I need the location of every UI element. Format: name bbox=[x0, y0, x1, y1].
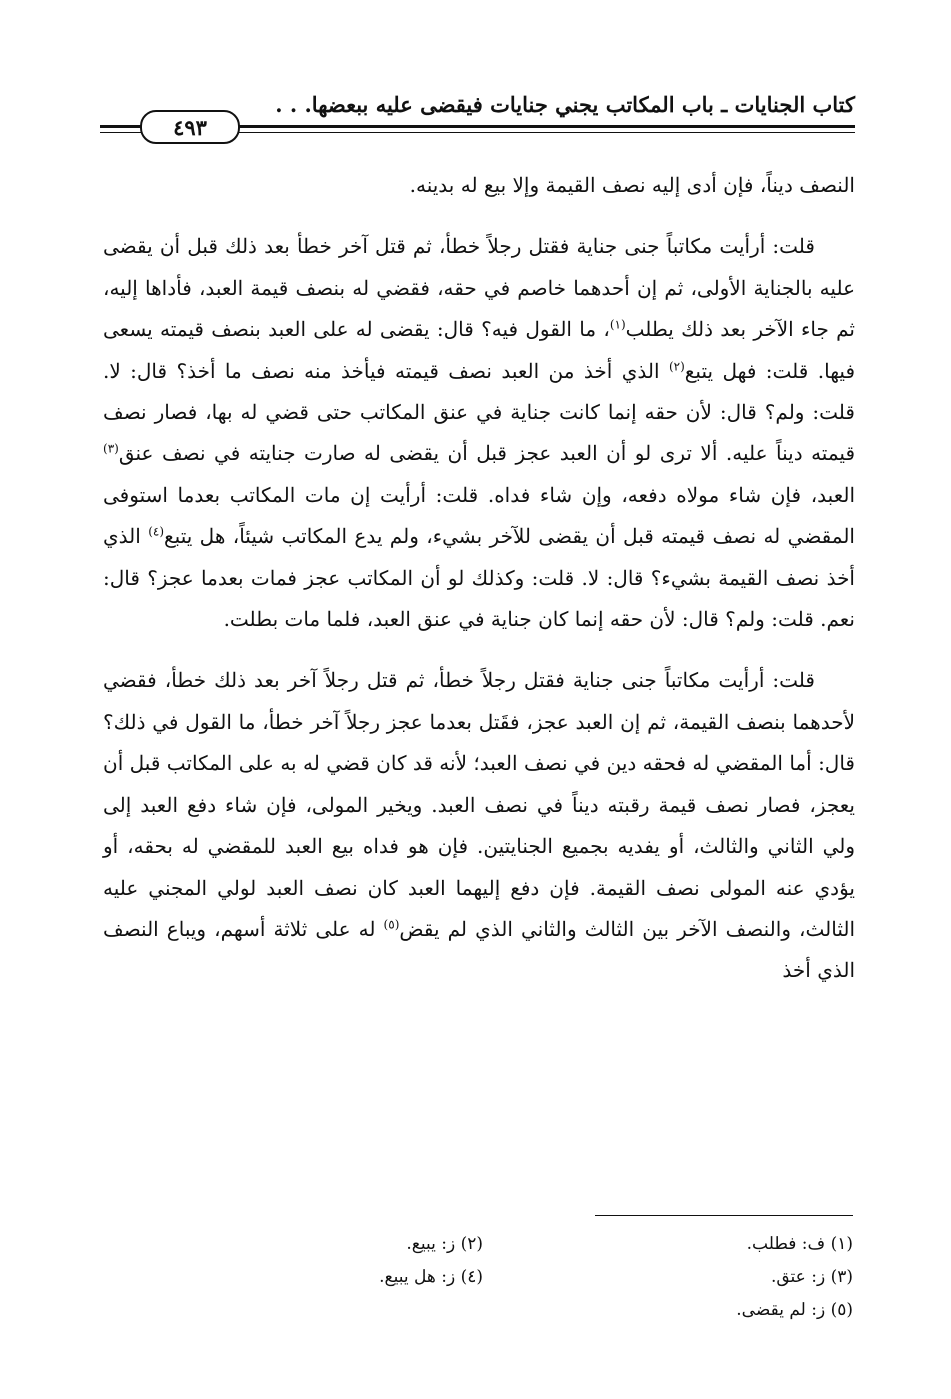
footnote-number: (٣) bbox=[830, 1267, 853, 1287]
text-run: قلت: أرأيت مكاتباً جنى جناية فقتل رجلاً خطأ، ثم قتل آخر خطأ بعد ذلك قبل أن يقضى عليه بالجناية الأولى، ثم إن أحدهما خاصم في حقه، فقضي له بنصف قيمة العبد، فأداها إليه، ثم جاء الآخر بعد ذلك يطلب bbox=[103, 234, 855, 342]
paragraph bbox=[103, 660, 855, 991]
footnote-number: (١) bbox=[830, 1234, 853, 1254]
text-run: قلت: أرأيت مكاتباً جنى جناية فقتل رجلاً خطأ، ثم قتل رجلاً آخر بعد ذلك خطأ، فقضي لأحدهما بنصف القيمة، ثم إن العبد عجز، فقَتل بعدما عجز رجلاً آخر خطأ، ما القول في ذلك؟ قال: أما المقضي له فحقه دين في نصف العبد؛ لأنه قد كان قضي له به على المكاتب قبل أن يعجز، فصار نصف قيمة رقبته ديناً في نصف العبد. ويخير المولى، فإن شاء دفع العبد إلى ولي الثاني والثالث، أو يفديه بجميع الجنايتين. فإن هو فداه بيع العبد للمقضي له بحقه، أو يؤدي عنه المولى نصف القيمة. فإن دفع إليهما العبد كان نصف العبد لولي المجني عليه الثالث، والنصف الآخر بين الثالث والثاني الذي لم يقض bbox=[103, 668, 856, 941]
footnotes-right-column bbox=[613, 1228, 853, 1327]
page-number-badge bbox=[140, 110, 240, 144]
text-run: العبد، فإن شاء مولاه دفعه، وإن شاء فداه. قلت: أرأيت إن مات المكاتب بعدما استوفى المقضي له نصف قيمته قبل أن يقضى للآخر بشيء، ولم يدع المكاتب شيئاً، هل يتبع bbox=[103, 482, 855, 549]
footnotes-left-column bbox=[303, 1228, 483, 1294]
footnote-marker: (١) bbox=[609, 317, 626, 332]
footnote-item bbox=[613, 1261, 853, 1294]
footnote-separator bbox=[595, 1215, 853, 1216]
text-run: له على ثلاثة أسهم، ويباع النصف الذي أخذ bbox=[103, 916, 855, 983]
paragraph bbox=[103, 165, 855, 206]
text-run: الذي أخذ نصف القيمة بشيء؟ قال: لا. قلت: وكذلك لو أن المكاتب عجز فمات بعدما عجز؟ قال: نعم. قلت: ولم؟ قال: لأن حقه إنما كان جناية في عنق العبد، فلما مات بطلت. bbox=[103, 524, 855, 632]
footnote-marker: (٤) bbox=[148, 524, 165, 539]
page-number: ٤٩٣ bbox=[173, 114, 207, 140]
text-run: الذي أخذ من العبد نصف قيمته فيأخذ منه نصف ما أخذ؟ قال: لا. قلت: ولم؟ قال: لأن حقه إنما كانت جناية في عنق المكاتب حتى قضي له بها، فصار نصف قيمته ديناً عليه. ألا ترى لو أن العبد عجز قبل أن يقضى له صارت جنايته في نصف عنق bbox=[103, 358, 855, 466]
footnote-text: ز: هل يبيع. bbox=[379, 1267, 456, 1287]
footnote-item bbox=[303, 1228, 483, 1261]
footnote-number: (٥) bbox=[830, 1300, 853, 1320]
footnote-number: (٢) bbox=[460, 1234, 483, 1254]
paragraph bbox=[103, 226, 855, 640]
text-run: ، ما القول فيه؟ قال: يقضى له على العبد بنصف قيمته يسعى فيها. قلت: فهل يتبع bbox=[103, 317, 856, 383]
footnote-item bbox=[613, 1228, 853, 1261]
footnote-number: (٤) bbox=[460, 1267, 483, 1287]
text-run: النصف ديناً، فإن أدى إليه نصف القيمة وإلا بيع له بدينه. bbox=[409, 173, 855, 197]
footnote-text: ز: يبيع. bbox=[406, 1234, 456, 1254]
footnote-marker: (٣) bbox=[103, 441, 119, 456]
body-text bbox=[103, 165, 855, 992]
running-title: كتاب الجنايات ـ باب المكاتب يجني جنايات فيقضى عليه ببعضها. . . bbox=[275, 92, 855, 117]
footnote-text: ز: لم يقضى. bbox=[736, 1300, 826, 1320]
footnote-marker: (٥) bbox=[383, 917, 400, 932]
footnote-marker: (٢) bbox=[668, 358, 685, 373]
footnote-text: ز: عتق. bbox=[770, 1267, 826, 1287]
footnote-item bbox=[613, 1294, 853, 1327]
footnote-text: ف: فطلب. bbox=[746, 1234, 826, 1254]
page-header bbox=[100, 92, 855, 142]
footnote-item bbox=[303, 1261, 483, 1294]
